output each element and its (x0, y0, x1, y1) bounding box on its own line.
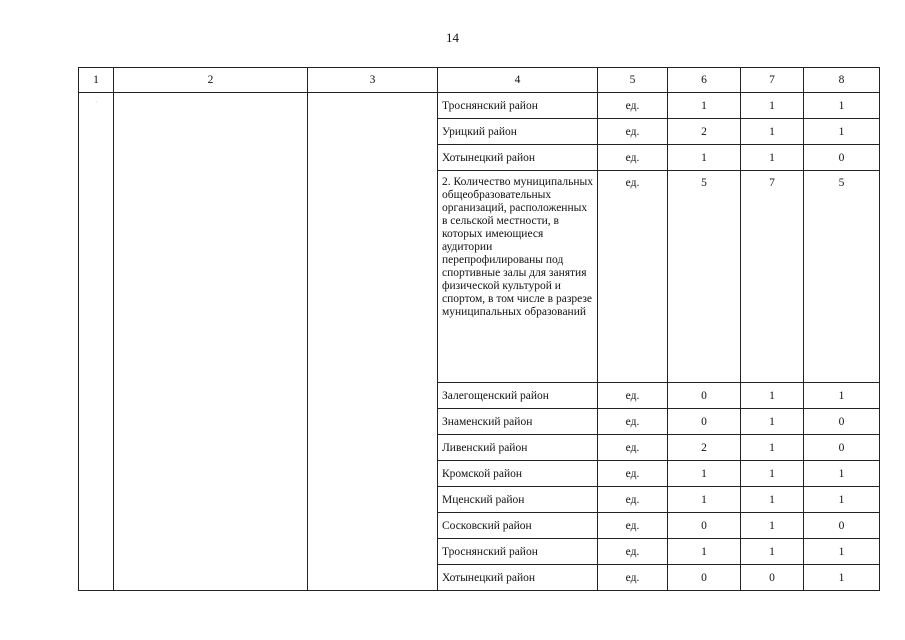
unit: ед. (598, 93, 668, 119)
value-col-7: 1 (741, 145, 804, 171)
district-name: Ливенский район (438, 435, 598, 461)
value-col-7: 1 (741, 513, 804, 539)
value-col-8: 1 (804, 383, 880, 409)
unit: ед. (598, 145, 668, 171)
value-col-7: 0 (741, 565, 804, 591)
value-col-7: 1 (741, 487, 804, 513)
value-col-6: 0 (668, 565, 741, 591)
value-col-6: 5 (668, 171, 741, 383)
value-col-7: 1 (741, 93, 804, 119)
scan-speck: ˋ (95, 100, 98, 109)
value-col-7: 1 (741, 119, 804, 145)
value-col-6: 1 (668, 145, 741, 171)
indicator-table (78, 67, 880, 591)
value-col-8: 0 (804, 145, 880, 171)
cell-col-2-merged (114, 93, 308, 591)
district-name: Троснянский район (438, 539, 598, 565)
unit: ед. (598, 119, 668, 145)
header-col-1: 1 (79, 68, 114, 93)
unit: ед. (598, 435, 668, 461)
value-col-8: 5 (804, 171, 880, 383)
cell-col-3-merged (308, 93, 438, 591)
district-name: Мценский район (438, 487, 598, 513)
value-col-6: 2 (668, 119, 741, 145)
district-name: Троснянский район (438, 93, 598, 119)
unit: ед. (598, 487, 668, 513)
value-col-6: 1 (668, 539, 741, 565)
district-name: Знаменский район (438, 409, 598, 435)
value-col-8: 0 (804, 409, 880, 435)
unit: ед. (598, 383, 668, 409)
header-col-2: 2 (114, 68, 308, 93)
district-name: Кромской район (438, 461, 598, 487)
value-col-7: 1 (741, 409, 804, 435)
unit: ед. (598, 539, 668, 565)
value-col-8: 1 (804, 539, 880, 565)
header-col-4: 4 (438, 68, 598, 93)
value-col-7: 1 (741, 539, 804, 565)
district-name: Хотынецкий район (438, 145, 598, 171)
district-name: Залегощенский район (438, 383, 598, 409)
district-name: Хотынецкий район (438, 565, 598, 591)
header-col-5: 5 (598, 68, 668, 93)
district-name: Урицкий район (438, 119, 598, 145)
value-col-6: 0 (668, 513, 741, 539)
value-col-7: 1 (741, 435, 804, 461)
header-row (79, 68, 880, 93)
page-number: 14 (446, 30, 459, 45)
cell-col-1-merged (79, 93, 114, 591)
value-col-8: 1 (804, 487, 880, 513)
value-col-6: 2 (668, 435, 741, 461)
indicator-text: 2. Количество муниципальных общеобразовательных организаций, расположенных в сельской местности, в которых имеющиеся аудитории перепрофилированы под спортивные залы для занятия физической культурой и спортом, в том числе в разрезе муниципальных образований (438, 171, 598, 383)
value-col-6: 1 (668, 487, 741, 513)
value-col-8: 0 (804, 513, 880, 539)
unit: ед. (598, 409, 668, 435)
header-col-8: 8 (804, 68, 880, 93)
header-col-6: 6 (668, 68, 741, 93)
value-col-7: 7 (741, 171, 804, 383)
header-col-7: 7 (741, 68, 804, 93)
value-col-7: 1 (741, 461, 804, 487)
value-col-8: 0 (804, 435, 880, 461)
unit: ед. (598, 513, 668, 539)
table-row (79, 93, 880, 119)
value-col-6: 0 (668, 409, 741, 435)
unit: ед. (598, 565, 668, 591)
header-col-3: 3 (308, 68, 438, 93)
value-col-6: 0 (668, 383, 741, 409)
value-col-6: 1 (668, 461, 741, 487)
value-col-8: 1 (804, 119, 880, 145)
value-col-8: 1 (804, 93, 880, 119)
unit: ед. (598, 171, 668, 383)
value-col-8: 1 (804, 461, 880, 487)
unit: ед. (598, 461, 668, 487)
value-col-7: 1 (741, 383, 804, 409)
value-col-8: 1 (804, 565, 880, 591)
district-name: Сосковский район (438, 513, 598, 539)
value-col-6: 1 (668, 93, 741, 119)
